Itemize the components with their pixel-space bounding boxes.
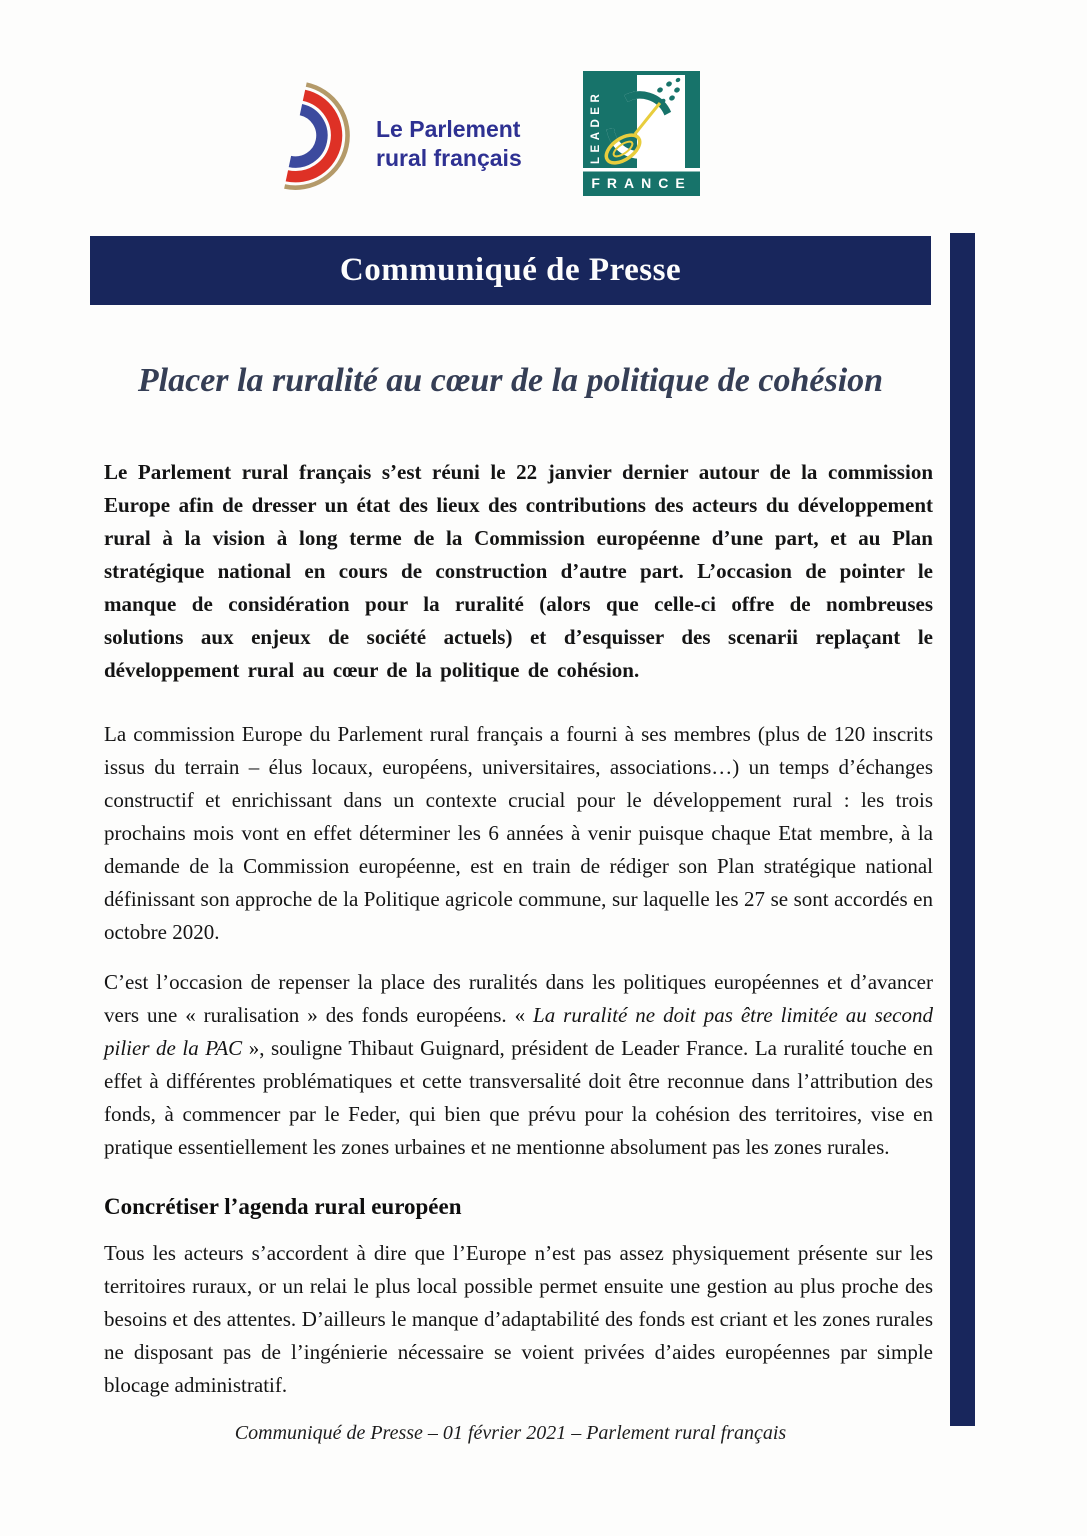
paragraph-3-tail: », souligne Thibaut Guignard, président de Leader France. La ruralité touche en effet à différentes problématiques et cette transversalité doit être reconnue dans l’attribution des fonds, à commencer par le Feder, qui bien que prévu pour la cohésion des territoires, vise en pratique essentiellement les zones urbaines et ne mentionne absolument pas les zones rurales. (104, 1036, 933, 1159)
body-paragraph-2: La commission Europe du Parlement rural français a fourni à ses membres (plus de 120 inscrits issus du terrain – élus locaux, européens, universitaires, associations…) un temps d’échanges constructif et enrichissant dans un contexte crucial pour le développement rural : les trois prochains mois vont en effet déterminer les 6 années à venir puisque chaque Etat membre, à la demande de la Commission européenne, est en train de rédiger son Plan stratégique national définissant son approche de la Politique agricole commune, sur laquelle les 27 se sont accordés en octobre 2020. (104, 722, 933, 944)
leader-france-logo (583, 71, 700, 196)
footer-line: Communiqué de Presse – 01 février 2021 – Parlement rural français (234, 1422, 787, 1444)
body-paragraph-4: Tous les acteurs s’accordent à dire que l’Europe n’est pas assez physiquement présente sur les territoires ruraux, or un relai le plus local possible permet ensuite une gestion au plus proche des besoins et des attentes. D’ailleurs le manque d’adaptabilité des fonds est criant et les zones rurales ne disposant pas de l’ingénierie nécessaire se voient privées d’aides européennes par simple blocage administratif. (104, 1241, 933, 1397)
leader-france-icon (583, 71, 700, 196)
section-heading: Concrétiser l’agenda rural européen (104, 1194, 462, 1219)
paragraph-3-lead: C’est l’occasion de repenser la place des ruralités dans les politiques européennes et d’avancer vers une « ruralisation » des fonds européens. « (104, 970, 933, 1027)
leader-vertical-label: LEADER (590, 89, 602, 164)
intro-paragraph: Le Parlement rural français s’est réuni le 22 janvier dernier autour de la commission Europe afin de dresser un état des lieux des contributions des acteurs du développement rural à la vision à long terme de la Commission européenne d’une part, et au Plan stratégique national en cours de construction d’autre part. L’occasion de pointer le manque de considération pour la ruralité (alors que celle-ci offre de nombreuses solutions aux enjeux de société actuels) et d’esquisser des scenarii replaçant le développement rural au cœur de la politique de cohésion. (104, 460, 933, 682)
side-accent-bar (950, 233, 975, 1426)
leader-france-label: FRANCE (591, 175, 692, 191)
arc-blue (290, 110, 327, 167)
parlement-rural-francais-logo (268, 70, 522, 202)
leader-separator-line (583, 168, 700, 172)
press-release-banner (90, 236, 931, 305)
parlement-logo-line2: rural français (376, 145, 522, 171)
body-paragraph-3 (104, 966, 933, 1164)
parlement-logo-line1: Le Parlement (376, 116, 521, 142)
banner-title: Communiqué de Presse (339, 252, 682, 288)
parlement-logo-wordmark (376, 115, 522, 173)
quote-italic: La ruralité ne doit pas être limitée au second pilier de la PAC (104, 1003, 933, 1060)
document-headline: Placer la ruralité au cœur de la politique de cohésion (137, 362, 884, 399)
parlement-arcs-icon (268, 70, 364, 202)
document-body (104, 456, 933, 1402)
